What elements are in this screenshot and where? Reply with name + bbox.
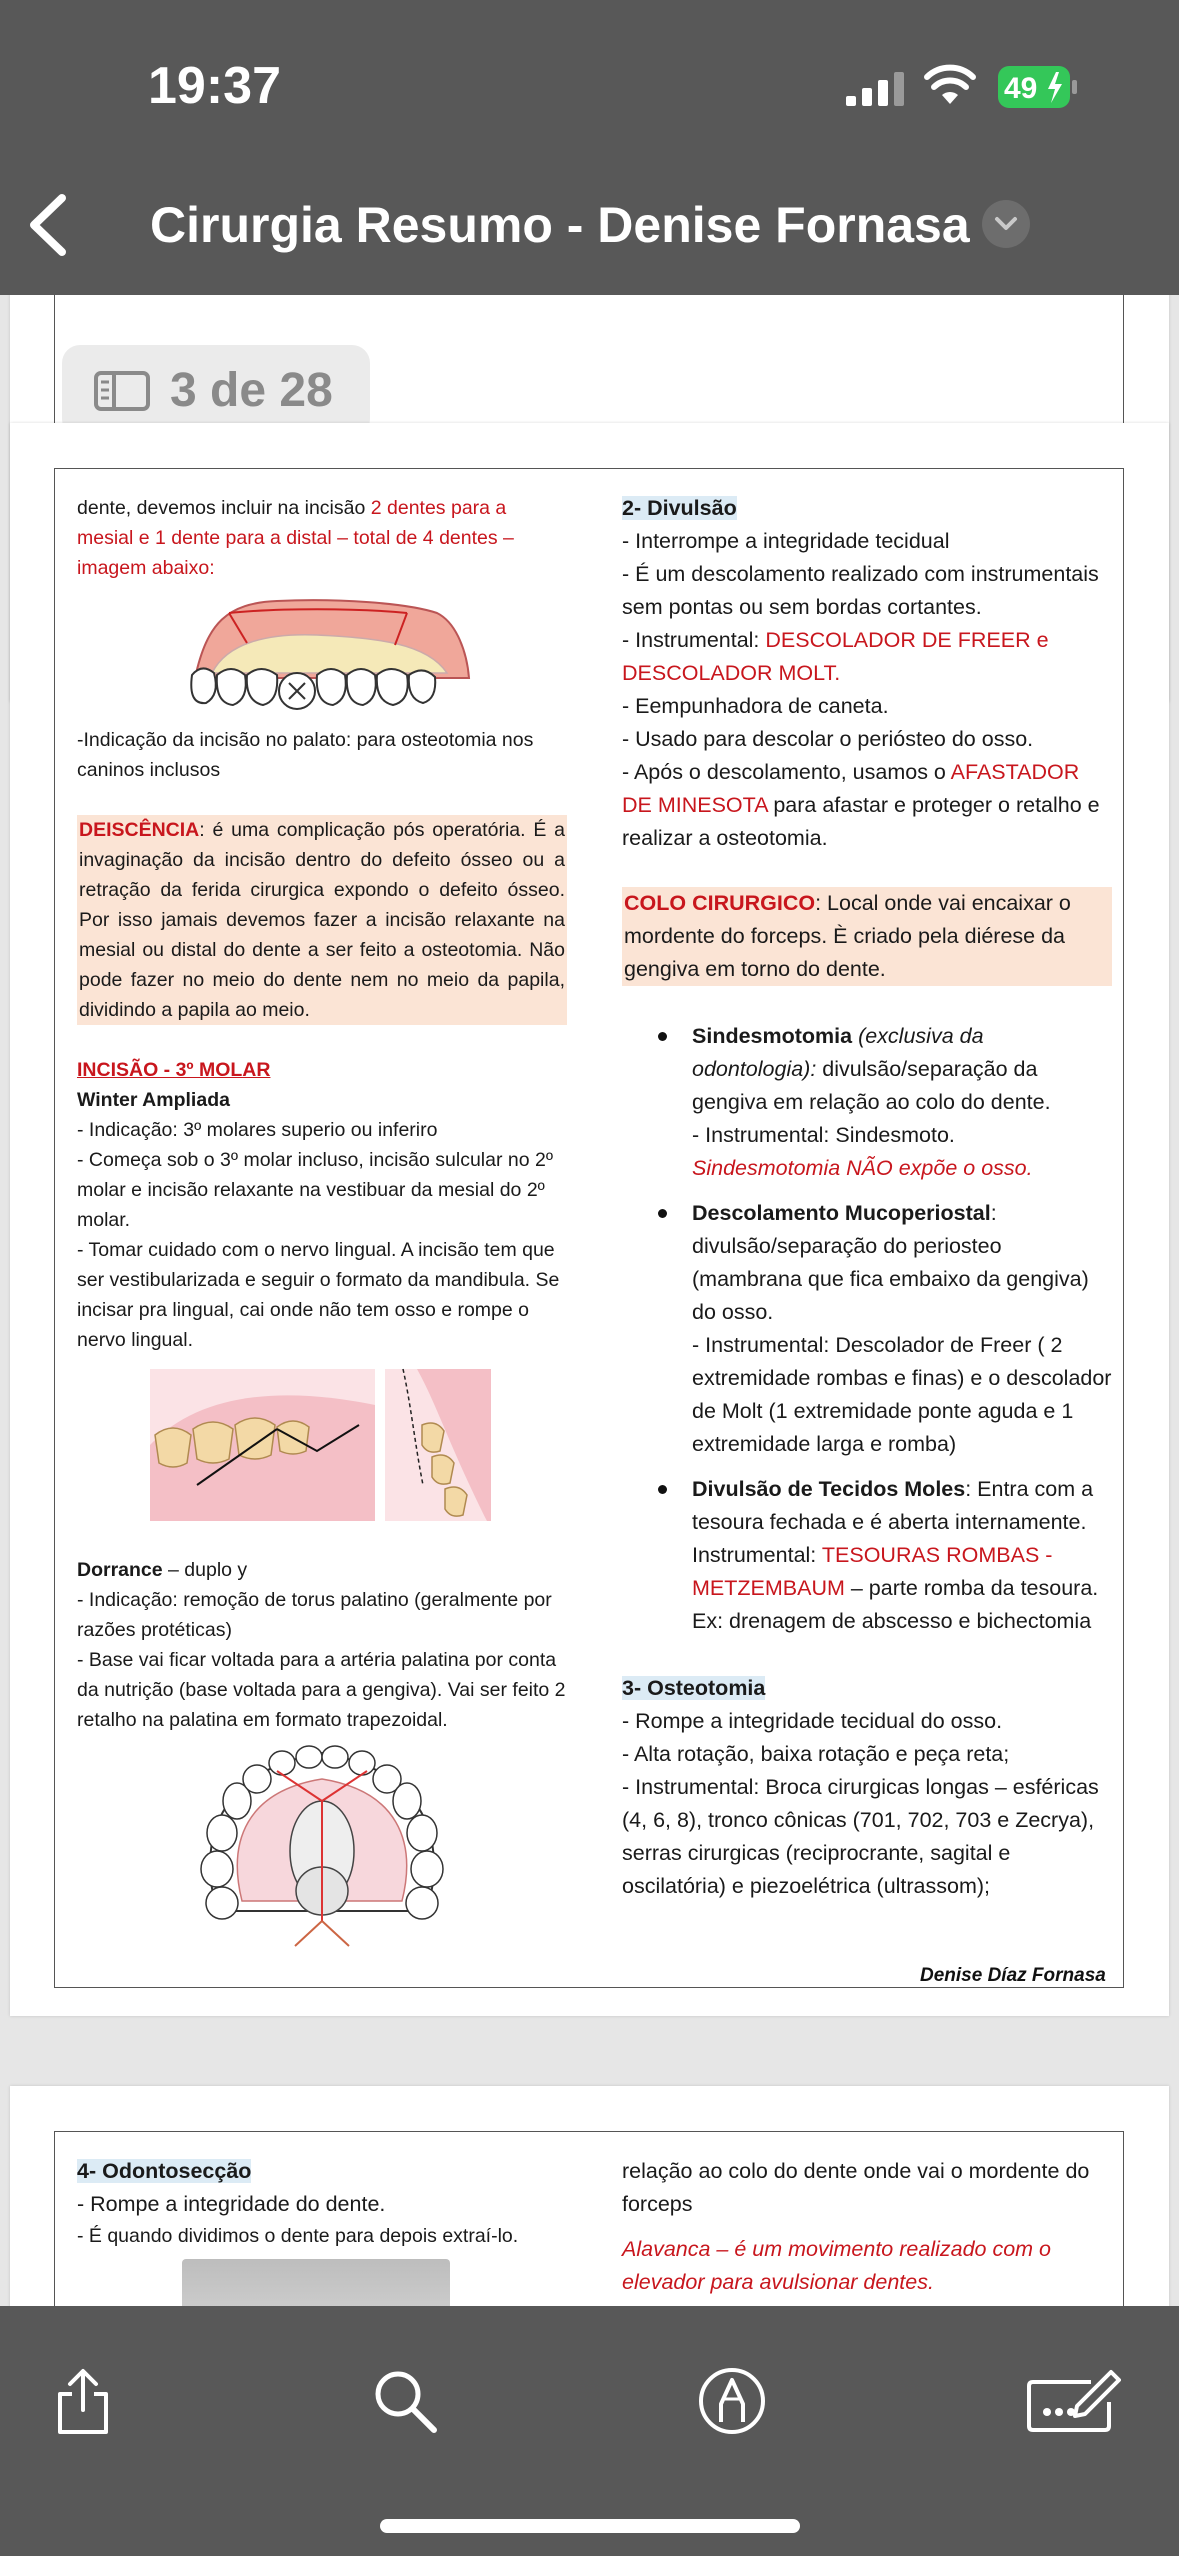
pdf-page-next [10, 2086, 1169, 2306]
odontoseccao-line: - Rompe a integridade do dente. [77, 2192, 386, 2216]
winter-line: - Indicação: 3º molares superio ou inferiro [77, 1119, 438, 1141]
divulsao-line: - É um descolamento realizado com instrumentais sem pontas ou sem bordas cortantes. [622, 562, 1099, 619]
document-viewer[interactable] [0, 295, 1179, 2306]
chevron-down-icon [994, 215, 1018, 233]
markup-icon[interactable] [697, 2366, 767, 2436]
osteotomia-line: - Instrumental: Broca cirurgicas longas – esféricas (4, 6, 8), tronco cônicas (701, 702, 703 e Zecrya), serras cirurgicas (reciprocrante, sagital e oscilatória) e piezoelétrica (ultrassom); [622, 1775, 1099, 1898]
page-indicator-text: 3 de 28 [170, 364, 333, 417]
intro-red-text: 2 dentes para a mesial e 1 dente para a distal – total de 4 dentes – imagem abaixo: [77, 497, 514, 579]
incisao-title: INCISÃO - 3º MOLAR [77, 1059, 271, 1081]
deiscencia-text: : é uma complicação pós operatória. É a invaginação da incisão dentro do defeito ósseo ou a retração da ferida cirurgica expondo o defeito ósseo. Por isso jamais devemos fazer a incisão relaxante na mesial ou distal do dente a ser feito a osteotomia. Não pode fazer no meio do dente nem no meio da papila, dividindo a papila ao meio. [79, 819, 565, 1021]
title-menu-button[interactable] [982, 200, 1030, 248]
odontoseccao-line: - É quando dividimos o dente para depois extraí-lo. [77, 2225, 519, 2247]
colo-label: COLO CIRURGICO [624, 891, 816, 915]
odontoseccao-title: 4- Odontosecção [77, 2159, 252, 2183]
list-item: Divulsão de Tecidos Moles: Entra com a tesoura fechada e é aberta internamente. Instrumental: TESOURAS ROMBAS - METZEMBAUM – parte romba da tesoura. Ex: drenagem de abscesso e bichectomia [622, 1473, 1112, 1638]
incision-teeth-illustration [77, 583, 567, 713]
winter-line: - Começa sob o 3º molar incluso, incisão sulcular no 2º molar e incisão relaxante na vestibuar da mesial do 2º molar. [77, 1149, 553, 1231]
left-column [77, 493, 567, 1951]
winter-title: Winter Ampliada [77, 1089, 230, 1111]
palate-dorrance-illustration [77, 1741, 567, 1951]
alavanca-text: Alavanca – é um movimento realizado com o elevador para avulsionar dentes. [622, 2237, 1052, 2294]
form-fill-icon[interactable] [1025, 2366, 1121, 2436]
battery-level: 49 [1004, 72, 1038, 105]
osteotomia-line: - Alta rotação, baixa rotação e peça reta; [622, 1742, 1010, 1766]
divulsao-line: - Instrumental: [622, 628, 766, 652]
osteotomia-title: 3- Osteotomia [622, 1676, 766, 1700]
divulsao-line: para afastar e proteger o retalho e realizar a osteotomia. [622, 793, 1100, 850]
svg-text:49 [1004, 72, 1037, 105]
instrument-photo [182, 2259, 450, 2306]
pdf-page-current [10, 423, 1169, 2016]
sidebar-icon [94, 371, 150, 411]
divulsao-title: 2- Divulsão [622, 496, 737, 520]
list-item: Sindesmotomia (exclusiva da odontologia): divulsão/separação da gengiva em relação ao colo do dente. - Instrumental: Sindesmoto. Sindesmotomia NÃO expõe o osso. [622, 1020, 1112, 1185]
divulsao-line: - Usado para descolar o periósteo do osso. [622, 727, 1034, 751]
back-chevron-icon[interactable] [20, 190, 80, 260]
next-right-line: relação ao colo do dente onde vai o mordente do forceps [622, 2159, 1090, 2216]
status-time: 19:37 [148, 57, 281, 115]
winter-line: - Tomar cuidado com o nervo lingual. A incisão tem que ser vestibularizada e seguir o formato da mandibula. Se incisar pra lingual, cai onde não tem osso e rompe o nervo lingual. [77, 1239, 560, 1351]
page-signature: Denise Díaz Fornasa [920, 1965, 1106, 1986]
divulsao-line: - Interrompe a integridade tecidual [622, 529, 950, 553]
divulsao-bullet-list [622, 1020, 1112, 1638]
bottom-toolbar [0, 2306, 1179, 2556]
dorrance-line: - Indicação: remoção de torus palatino (geralmente por razões protéticas) [77, 1589, 552, 1641]
divulsao-line: - Eempunhadora de caneta. [622, 694, 889, 718]
molar-incision-illustration [77, 1365, 567, 1525]
home-indicator[interactable] [380, 2519, 800, 2533]
wifi-icon [924, 64, 976, 108]
dorrance-title: Dorrance [77, 1559, 163, 1581]
cellular-signal-icon [846, 72, 904, 106]
document-title[interactable]: Cirurgia Resumo - Denise Fornasa [150, 197, 970, 253]
palate-note: -Indicação da incisão no palato: para osteotomia nos caninos inclusos [77, 729, 534, 781]
next-right-column [622, 2155, 1112, 2299]
share-icon[interactable] [48, 2366, 118, 2436]
colo-text: : Local onde vai encaixar o mordente do forceps. È criado pela diérese da gengiva em torno do dente. [624, 891, 1071, 981]
next-left-column [77, 2155, 567, 2306]
osteotomia-line: - Rompe a integridade tecidual do osso. [622, 1709, 1003, 1733]
list-item: Descolamento Mucoperiostal: divulsão/separação do periosteo (mambrana que fica embaixo da gengiva) do osso. - Instrumental: Descolador de Freer ( 2 extremidade rombas e finas) e o descolador de Molt (1 extremidade ponte aguda e 1 extremidade larga e romba) [622, 1197, 1112, 1461]
dorrance-suffix: – duplo y [162, 1559, 248, 1581]
search-icon[interactable] [370, 2366, 440, 2436]
top-navigation-bar [0, 0, 1179, 295]
battery-icon [998, 66, 1078, 108]
right-column [622, 492, 1112, 1903]
divulsao-line: - Após o descolamento, usamos o [622, 760, 951, 784]
divulsao-red: DESCOLADOR DE FREER e DESCOLADOR MOLT. [622, 628, 1049, 685]
intro-text: dente, devemos incluir na incisão [77, 497, 371, 519]
dorrance-line: - Base vai ficar voltada para a artéria palatina por conta da nutrição (base voltada para a gengiva). Vai ser feito 2 retalho na palatina em formato trapezoidal. [77, 1649, 566, 1731]
divulsao-red: AFASTADOR DE MINESOTA [622, 760, 1080, 817]
deiscencia-label: DEISCÊNCIA [79, 819, 200, 841]
